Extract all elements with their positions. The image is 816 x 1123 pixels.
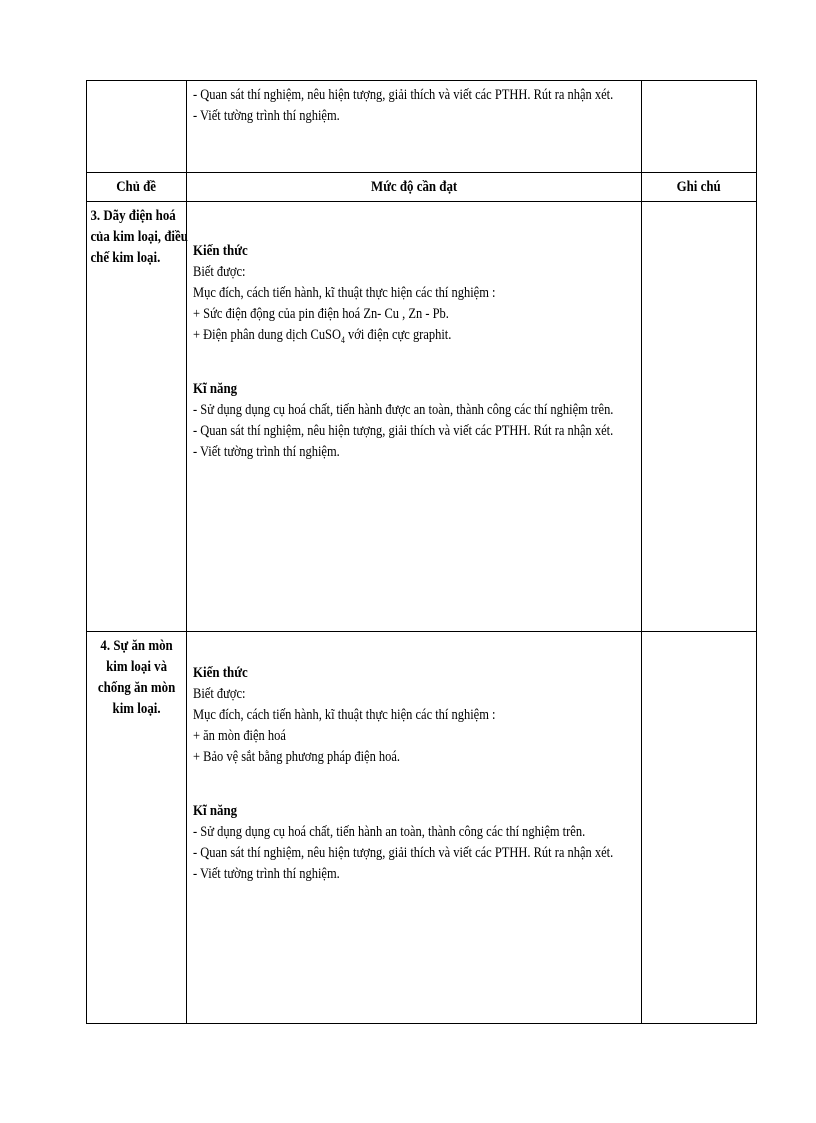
knowledge-item: + Bảo vệ sắt bằng phương pháp điện hoá. [193,749,401,765]
curriculum-table [86,80,757,1024]
skill-item: - Quan sát thí nghiệm, nêu hiện tượng, giải thích và viết các PTHH. Rút ra nhận xét. [193,845,614,861]
header-topic: Chủ đề [87,173,187,202]
knowledge-purpose: Mục đích, cách tiến hành, kĩ thuật thực hiện các thí nghiệm : [193,285,496,301]
table-row-section-3 [87,202,757,632]
knowledge-item: + ăn mòn điện hoá [193,728,287,744]
continuation-note-cell [641,81,756,173]
continuation-row [87,81,757,173]
knowledge-heading: Kiến thức [193,243,248,259]
skills-heading: Kĩ năng [193,803,238,819]
knowledge-intro: Biết được: [193,686,246,702]
skill-item: - Sử dụng dụng cụ hoá chất, tiến hành an toàn, thành công các thí nghiệm trên. [193,824,586,840]
skill-item: - Sử dụng dụng cụ hoá chất, tiến hành được an toàn, thành công các thí nghiệm trên. [193,402,614,418]
continuation-line: - Viết tường trình thí nghiệm. [193,108,340,124]
knowledge-purpose: Mục đích, cách tiến hành, kĩ thuật thực hiện các thí nghiệm : [193,707,496,723]
skill-item: - Viết tường trình thí nghiệm. [193,444,340,460]
note-cell [641,202,756,632]
skill-item: - Viết tường trình thí nghiệm. [193,866,340,882]
knowledge-intro: Biết được: [193,264,246,280]
continuation-content-cell [187,81,642,173]
skill-item: - Quan sát thí nghiệm, nêu hiện tượng, giải thích và viết các PTHH. Rút ra nhận xét. [193,423,614,439]
table-header-row [87,173,757,202]
knowledge-item: + Sức điện động của pin điện hoá Zn- Cu , Zn - Pb. [193,306,450,322]
knowledge-heading: Kiến thức [193,665,248,681]
document-page [86,80,757,1024]
knowledge-item: + Điện phân dung dịch CuSO$_4$ với điện cực graphit. [193,327,452,345]
continuation-topic-cell [87,81,187,173]
header-note: Ghi chú [641,173,756,202]
skills-heading: Kĩ năng [193,381,238,397]
table-row-section-4 [87,632,757,1024]
content-cell [187,202,642,632]
topic-cell [87,632,187,1024]
topic-title: 4. Sự ăn mòn kim loại và chống ăn mòn kim loại. [97,638,176,717]
continuation-line: - Quan sát thí nghiệm, nêu hiện tượng, giải thích và viết các PTHH. Rút ra nhận xét. [193,87,614,103]
content-cell [187,632,642,1024]
topic-title: 3. Dãy điện hoá của kim loại, điều chế kim loại. [90,208,188,266]
topic-cell [87,202,187,632]
header-level: Mức độ cần đạt [187,173,642,202]
note-cell [641,632,756,1024]
